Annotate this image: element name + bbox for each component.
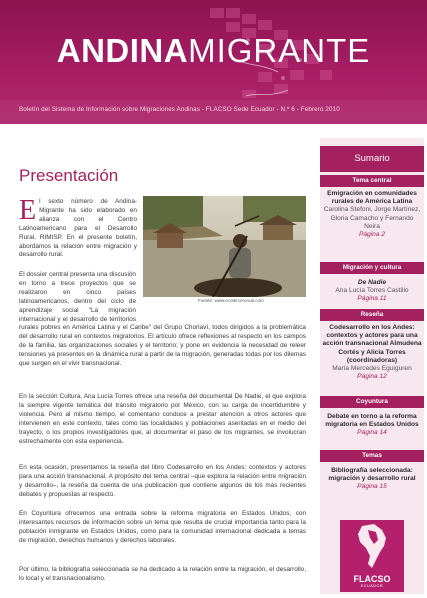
masthead-title-bold: ANDINA <box>56 32 189 69</box>
logo-subtext: ECUADOR <box>360 584 384 588</box>
masthead-title <box>0 33 427 69</box>
sidebar-item-bibliografia[interactable] <box>322 467 422 492</box>
sidebar-item-title: Codesarrollo en los Andes: contextos y actores para una acción transnacional Almudena Cortés y Alicia Torres (coordinadoras) <box>322 324 422 364</box>
sidebar-item-page: Página 15 <box>357 483 387 491</box>
sidebar-section-coyuntura: Coyuntura <box>320 396 424 408</box>
masthead-title-light: MIGRANTE <box>188 32 371 69</box>
dropcap: E <box>19 195 37 226</box>
sidebar-item-title: Bibliografía seleccionada: migración y desarrollo rural <box>328 467 416 483</box>
sidebar-item-title: Emigración en comunidades rurales de América Latina <box>327 190 417 206</box>
paragraph-intro-text: l sexto número de Andina-Migrante ha sido elaborado en alianza con el Centro Latinoamericano para el Desarrollo Rural, RIMISP. En el presente boletín, abordamos la relación entre migración y desarrollo rural. <box>19 198 137 259</box>
photo-credit: Fuente: www.ecotercerurual.com <box>198 298 264 303</box>
paragraph-culture: En la sección Cultura, Ana Lucía Torres ofrece una reseña del documental De Nadie, el que explora la siempre vigente temática del tránsito migratorio por México, con su carga de incertidumbre y violencia. Pero al mismo tiempo, el comentario conduce a prestar atención a otros actores que intervienen en este contexto, tales como las localidades y poblaciones asentadas en el medio del trayecto, o los propios investigadores que, al documentar el paso de los migrantes, se involucran estrechamente con esta experiencia. <box>19 393 306 445</box>
photo-wrap-float <box>136 271 306 317</box>
paragraph-bibliography: Por último, la bibliografía seleccionada se ha dedicado a la relación entre la migración, el desarrollo, lo local y el transnacionalismo. <box>19 566 306 582</box>
paragraph-dossier-start <box>19 271 306 369</box>
sidebar-section-tema-central: Tema central <box>320 175 424 187</box>
flacso-logo <box>340 520 404 592</box>
bulletin-subtitle: Boletín del Sistema de Información sobre Migraciones Andinas - FLACSO Sede Ecuador - N.º 6 - Febrero 2010 <box>19 106 340 113</box>
summary-heading: Sumario <box>320 146 424 172</box>
sidebar-item-page: Página 11 <box>357 295 387 303</box>
sidebar-item-authors: Carolina Stefoni, Jorge Martínez, Gloria Camacho y Fernando Neira <box>323 206 421 230</box>
sidebar-item-tema-central[interactable] <box>322 190 422 239</box>
sidebar-item-reforma[interactable] <box>322 413 422 438</box>
paragraph-coyuntura: En Coyuntura ofrecemos una entrada sobre la reforma migratoria en Estados Unidos, con interesantes recursos de información sobre un tema que resulta de crucial importancia tanto para la población inmigrante en Estados Unidos, como para la comunidad internacional dedicada a temas de migración, derechos humanos y derechos laborales. <box>19 510 306 544</box>
paragraph-dossier-text: El dossier central presenta una discusión en torno a trece proyectos que se realizaron en cinco países latinoamericanos, dentro del ciclo de aprendizaje social "La migración internacional y el desarrollo de territorios rurales pobres en América Latina y el Caribe" del Grupo Chorlaví, todos dirigidos a la problemática del desarrollo rural en contextos migratorios. El artículo ofrece reflexiones al respecto en los campos de la familia, las organizaciones sociales y el territorio; y pone en evidencia la necesidad de releer tensiones ya presentes en la dinámica rural a partir de la migración, generadas todas por los dilemas que surgen en el vivir transnacional. <box>19 271 306 368</box>
paragraph-intro <box>19 195 137 260</box>
sidebar-item-page: Página 2 <box>358 231 386 239</box>
sidebar-item-codesarrollo[interactable] <box>322 324 422 381</box>
sidebar-section-temas: Temas <box>320 450 424 462</box>
logo-text: FLACSO <box>353 574 391 584</box>
section-title: Presentación <box>19 166 119 185</box>
sidebar-section-resena: Reseña <box>320 309 424 321</box>
sidebar-item-title: De Nadie <box>357 279 387 286</box>
sidebar-item-title: Debate en torno a la reforma migratoria en Estados Unidos <box>325 413 419 429</box>
masthead-banner <box>0 0 427 124</box>
sidebar-section-migracion-cultura: Migración y cultura <box>320 262 424 274</box>
sidebar-item-de-nadie[interactable] <box>322 279 422 304</box>
map-icon <box>340 520 404 572</box>
sidebar-item-page: Página 14 <box>357 429 387 437</box>
sidebar-item-authors: Ana Lucía Torres Castillo <box>335 287 409 295</box>
paragraph-review: En esta ocasión, presentamos la reseña del libro Codesarrollo en los Andes: contextos y actores para una acción transnacional. A propósito del tema central –que explora la relación entre migración y desarrollo–, la reseña da cuenta de una publicación que contiene algunos de los más recientes debates y propuestas al respecto. <box>19 464 306 498</box>
sidebar-item-page: Página 12 <box>357 373 387 381</box>
sidebar-item-authors: María Mercedes Eguiguren <box>332 365 412 373</box>
